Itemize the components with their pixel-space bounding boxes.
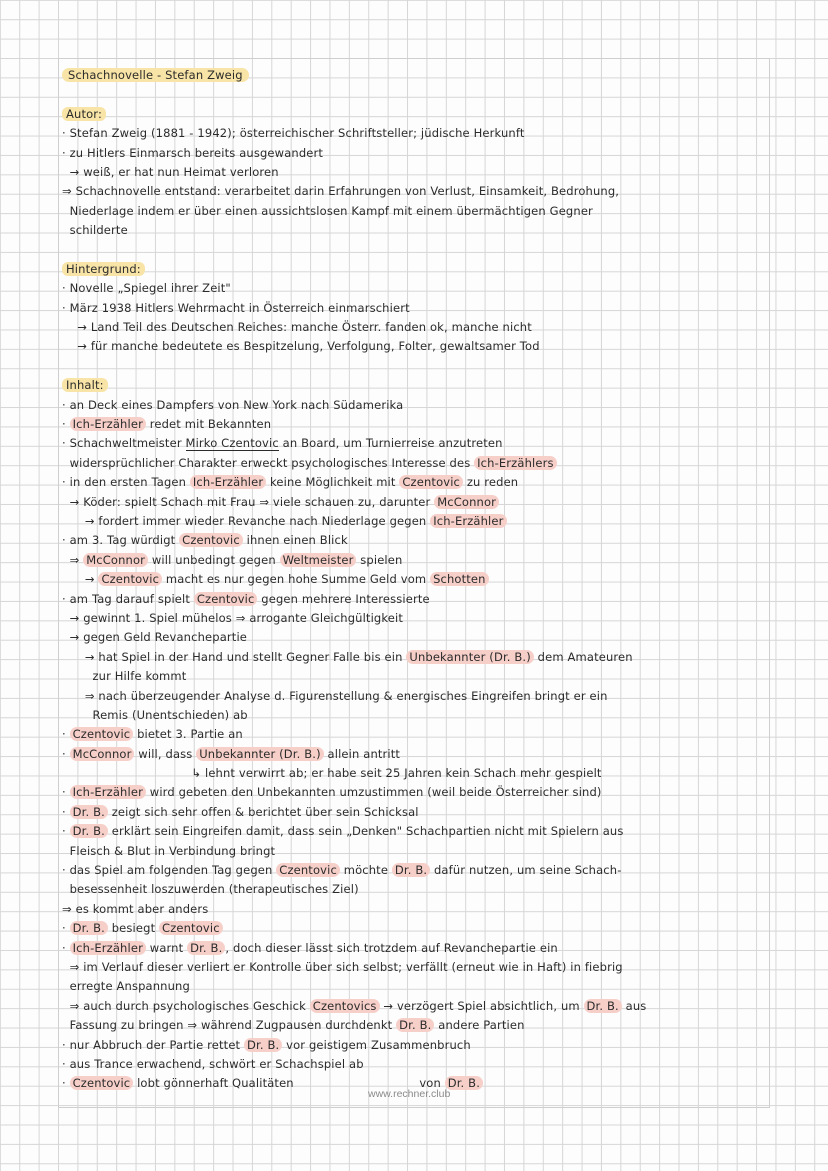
note-line bbox=[62, 551, 768, 570]
note-line bbox=[62, 473, 768, 492]
note-line: → weiß, er hat nun Heimat verloren bbox=[62, 164, 279, 179]
note-line bbox=[62, 1055, 768, 1074]
note-line bbox=[62, 434, 768, 453]
note-line bbox=[62, 900, 768, 919]
note-line bbox=[62, 493, 768, 512]
line-text: · bbox=[62, 940, 70, 955]
note-line: · Stefan Zweig (1881 - 1942); österreichischer Schriftsteller; jüdische Herkunft bbox=[62, 126, 525, 141]
line-text: · Schachweltmeister bbox=[62, 436, 186, 451]
line-text: · nur Abbruch der Partie rettet bbox=[62, 1037, 245, 1052]
line-text: → fordert immer wieder Revanche nach Niederlage gegen bbox=[62, 513, 431, 528]
section-heading-inhalt: Inhalt: bbox=[62, 376, 768, 395]
highlighted-name: Dr. B. bbox=[187, 941, 225, 955]
line-text: will, dass bbox=[134, 746, 197, 761]
line-text: lobt gönnerhaft Qualitäten von bbox=[133, 1076, 445, 1091]
note-line bbox=[62, 396, 768, 415]
line-text: , doch dieser lässt sich trotzdem auf Revanchepartie ein bbox=[225, 940, 558, 955]
line-text: → Köder: spielt Schach mit Frau ⇒ viele schauen zu, darunter bbox=[62, 494, 435, 509]
highlighted-name: Czentovic bbox=[276, 863, 340, 877]
note-line bbox=[62, 977, 768, 996]
line-text: zu reden bbox=[463, 475, 519, 490]
line-text: wird gebeten den Unbekannten umzustimmen (weil beide Österreicher sind) bbox=[145, 785, 602, 800]
note-line: Niederlage indem er über einen aussichtslosen Kampf mit einem übermächtigen Gegner bbox=[62, 203, 593, 218]
note-line bbox=[62, 570, 768, 589]
line-text: zur Hilfe kommt bbox=[62, 669, 187, 684]
line-text: bietet 3. Partie an bbox=[133, 727, 243, 742]
line-text: dafür nutzen, um seine Schach- bbox=[430, 863, 622, 878]
note-line bbox=[62, 764, 768, 783]
note-line bbox=[62, 842, 768, 861]
note-line bbox=[62, 531, 768, 550]
highlighted-name: Ich-Erzähler bbox=[70, 785, 146, 799]
highlighted-name: Unbekannter (Dr. B.) bbox=[196, 747, 324, 761]
section-body-autor bbox=[62, 124, 768, 240]
highlighted-name: McConnor bbox=[70, 747, 135, 761]
note-line bbox=[62, 725, 768, 744]
line-text: Fassung zu bringen ⇒ während Zugpausen durchdenkt bbox=[62, 1018, 397, 1033]
spacer bbox=[62, 241, 768, 260]
highlighted-name: Dr. B. bbox=[70, 805, 108, 819]
note-line bbox=[62, 745, 768, 764]
note-line: → für manche bedeutete es Bespitzelung, Verfolgung, Folter, gewaltsamer Tod bbox=[62, 339, 540, 354]
section-heading-autor: Autor: bbox=[62, 105, 768, 124]
line-text: warnt bbox=[145, 940, 188, 955]
highlighted-name: Weltmeister bbox=[280, 553, 357, 567]
highlighted-name: Dr. B. bbox=[70, 824, 108, 838]
line-text: · bbox=[62, 804, 70, 819]
note-line bbox=[62, 628, 768, 647]
line-text: · aus Trance erwachend, schwört er Schachspiel ab bbox=[62, 1056, 364, 1071]
line-text: ⇒ nach überzeugender Analyse d. Figurenstellung & energisches Eingreifen bringt er ein bbox=[62, 688, 608, 703]
note-line bbox=[62, 1036, 768, 1055]
highlighted-name: Ich-Erzähler bbox=[70, 941, 146, 955]
note-line bbox=[62, 706, 768, 725]
line-text: · bbox=[62, 727, 70, 742]
line-text: → gewinnt 1. Spiel mühelos ⇒ arrogante Gleichgültigkeit bbox=[62, 610, 404, 625]
line-text: zeigt sich sehr offen & berichtet über sein Schicksal bbox=[107, 804, 419, 819]
note-line: · Novelle „Spiegel ihrer Zeit" bbox=[62, 281, 231, 296]
line-text: · bbox=[62, 921, 70, 936]
line-text: → hat Spiel in der Hand und stellt Gegner Falle bis ein bbox=[62, 649, 407, 664]
note-line bbox=[62, 648, 768, 667]
highlighted-name: Czentovic bbox=[179, 533, 243, 547]
line-text: andere Partien bbox=[434, 1018, 525, 1033]
highlighted-name: Czentovic bbox=[98, 572, 162, 586]
highlighted-name: McConnor bbox=[83, 553, 148, 567]
line-text: · in den ersten Tagen bbox=[62, 475, 190, 490]
highlighted-name: Unbekannter (Dr. B.) bbox=[406, 650, 534, 664]
note-line bbox=[62, 958, 768, 977]
note-line bbox=[62, 861, 768, 880]
note-line bbox=[62, 590, 768, 609]
line-text: → bbox=[62, 572, 99, 587]
highlighted-name: Dr. B. bbox=[396, 1018, 434, 1032]
note-line bbox=[62, 1016, 768, 1035]
highlighted-name: Schotten bbox=[430, 572, 489, 586]
underlined-name: Mirko Czentovic bbox=[185, 436, 279, 451]
highlighted-name: Dr. B. bbox=[584, 999, 622, 1013]
line-text: will unbedingt gegen bbox=[148, 552, 280, 567]
note-line: ⇒ Schachnovelle entstand: verarbeitet darin Erfahrungen von Verlust, Einsamkeit, Bedrohung, bbox=[62, 184, 620, 199]
note-line bbox=[62, 997, 768, 1016]
highlighted-name: Ich-Erzähler bbox=[430, 514, 506, 528]
line-text: besessenheit loszuwerden (therapeutisches Ziel) bbox=[62, 882, 359, 897]
highlighted-name: Ich-Erzähler bbox=[70, 417, 146, 431]
line-text: ⇒ es kommt aber anders bbox=[62, 901, 209, 916]
line-text: vor geistigem Zusammenbruch bbox=[282, 1037, 471, 1052]
line-text: · bbox=[62, 1076, 70, 1091]
highlighted-name: Dr. B. bbox=[244, 1038, 282, 1052]
line-text: dem Amateuren bbox=[533, 649, 633, 664]
highlighted-name: Czentovic bbox=[70, 1076, 134, 1090]
line-text: → gegen Geld Revanchepartie bbox=[62, 630, 248, 645]
line-text: · am Tag darauf spielt bbox=[62, 591, 194, 606]
note-line bbox=[62, 687, 768, 706]
line-text: · das Spiel am folgenden Tag gegen bbox=[62, 863, 277, 878]
note-line: → Land Teil des Deutschen Reiches: manche Österr. fanden ok, manche nicht bbox=[62, 320, 532, 335]
section-body-inhalt bbox=[62, 396, 768, 1094]
section-heading-hintergrund: Hintergrund: bbox=[62, 260, 768, 279]
line-text: redet mit Bekannten bbox=[145, 417, 272, 432]
notes-content bbox=[62, 66, 768, 1094]
line-text: keine Möglichkeit mit bbox=[266, 475, 400, 490]
line-text: aus bbox=[621, 998, 647, 1013]
line-text: · am 3. Tag würdigt bbox=[62, 533, 180, 548]
highlighted-name: Czentovics bbox=[310, 999, 380, 1013]
line-text: spielen bbox=[356, 552, 403, 567]
note-line: · zu Hitlers Einmarsch bereits ausgewandert bbox=[62, 145, 324, 160]
note-line bbox=[62, 512, 768, 531]
note-line bbox=[62, 667, 768, 686]
line-text: macht es nur gegen hohe Summe Geld vom bbox=[162, 572, 431, 587]
highlighted-name: Dr. B. bbox=[445, 1076, 483, 1090]
line-text: allein antritt bbox=[323, 746, 401, 761]
highlighted-name: Dr. B. bbox=[392, 863, 430, 877]
line-text: ⇒ bbox=[62, 552, 84, 567]
highlighted-name: Czentovic bbox=[70, 727, 134, 741]
line-text: · bbox=[62, 824, 70, 839]
line-text: · bbox=[62, 417, 70, 432]
line-text: widersprüchlicher Charakter erweckt psychologisches Interesse des bbox=[62, 455, 475, 470]
line-text: · bbox=[62, 785, 70, 800]
highlighted-name: Czentovic bbox=[194, 592, 258, 606]
footer-watermark: www.rechner.club bbox=[368, 1088, 451, 1100]
line-text: möchte bbox=[339, 863, 392, 878]
note-line bbox=[62, 783, 768, 802]
note-line bbox=[62, 880, 768, 899]
note-line bbox=[62, 919, 768, 938]
page-title: Schachnovelle - Stefan Zweig bbox=[62, 66, 768, 85]
note-line bbox=[62, 822, 768, 841]
highlighted-name: Czentovic bbox=[399, 475, 463, 489]
line-text: Fleisch & Blut in Verbindung bringt bbox=[62, 843, 276, 858]
note-line bbox=[62, 803, 768, 822]
note-line bbox=[62, 609, 768, 628]
line-text: gegen mehrere Interessierte bbox=[257, 591, 430, 606]
note-line: schilderte bbox=[62, 223, 128, 238]
line-text: an Board, um Turnierreise anzutreten bbox=[278, 436, 503, 451]
line-text: → verzögert Spiel absichtlich, um bbox=[379, 998, 584, 1013]
line-text: ihnen einen Blick bbox=[242, 533, 348, 548]
spacer bbox=[62, 357, 768, 376]
line-text: · bbox=[62, 746, 70, 761]
highlighted-name: Ich-Erzähler bbox=[190, 475, 266, 489]
note-line bbox=[62, 415, 768, 434]
line-text: ⇒ auch durch psychologisches Geschick bbox=[62, 998, 310, 1013]
note-line bbox=[62, 454, 768, 473]
note-line bbox=[62, 939, 768, 958]
line-text: besiegt bbox=[107, 921, 160, 936]
note-line: · März 1938 Hitlers Wehrmacht in Österreich einmarschiert bbox=[62, 300, 410, 315]
line-text: erklärt sein Eingreifen damit, dass sein „Denken" Schachpartien nicht mit Spielern aus bbox=[107, 824, 624, 839]
highlighted-name: Ich-Erzählers bbox=[474, 456, 556, 470]
highlighted-name: Dr. B. bbox=[70, 921, 108, 935]
highlighted-name: McConnor bbox=[434, 495, 499, 509]
line-text: ↳ lehnt verwirrt ab; er habe seit 25 Jahren kein Schach mehr gespielt bbox=[62, 766, 602, 781]
highlighted-name: Czentovic bbox=[159, 921, 223, 935]
line-text: erregte Anspannung bbox=[62, 979, 190, 994]
line-text: ⇒ im Verlauf dieser verliert er Kontrolle über sich selbst; verfällt (erneut wie in Haft) in fiebrig bbox=[62, 959, 623, 974]
section-body-hintergrund bbox=[62, 279, 768, 357]
line-text: Remis (Unentschieden) ab bbox=[62, 707, 248, 722]
line-text: · an Deck eines Dampfers von New York nach Südamerika bbox=[62, 397, 404, 412]
spacer bbox=[62, 85, 768, 104]
